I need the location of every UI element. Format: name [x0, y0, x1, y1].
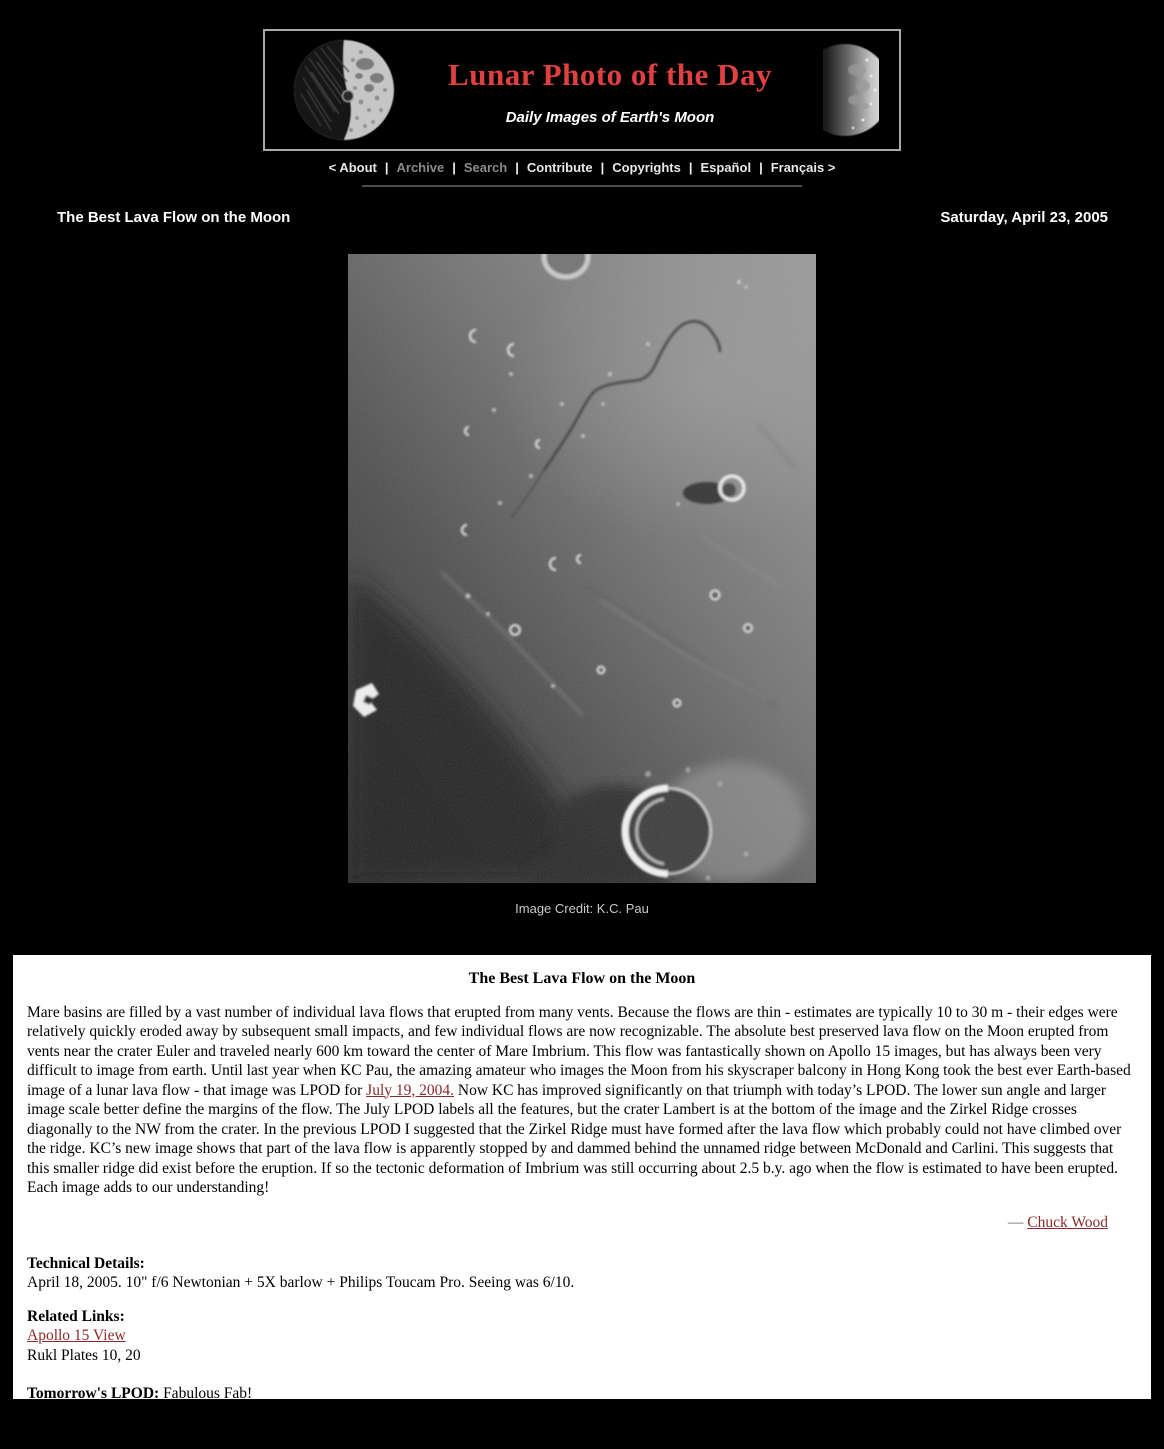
tomorrow-lpod-label: Tomorrow's LPOD: [27, 1385, 160, 1402]
technical-details-label: Technical Details: [27, 1254, 145, 1272]
apollo-15-view-link[interactable]: Apollo 15 View [27, 1327, 126, 1344]
article-paragraph [27, 1003, 1137, 1198]
nav-espanol[interactable]: Español [700, 160, 752, 175]
banner-text [397, 55, 823, 126]
rukl-plates-text: Rukl Plates 10, 20 [27, 1346, 141, 1364]
nav-separator: | [759, 160, 763, 175]
july-19-2004-link[interactable]: July 19, 2004. [366, 1081, 455, 1099]
nav-copyrights[interactable]: Copyrights [612, 160, 681, 175]
technical-details-text: April 18, 2005. 10" f/6 Newtonian + 5X barlow + Philips Toucam Pro. Seeing was 6/10. [27, 1274, 575, 1291]
banner [263, 29, 901, 151]
nav-separator: | [515, 160, 519, 175]
nav-archive[interactable]: Archive [396, 160, 445, 175]
signature [27, 1213, 1108, 1233]
tomorrow-lpod-text: Fabulous Fab! [163, 1385, 253, 1402]
moon-photo-thumb-image [823, 40, 879, 140]
technical-details-section [27, 1254, 1137, 1293]
moon-drawing-image [291, 38, 397, 142]
nav-separator: | [600, 160, 605, 175]
lunar-photo [348, 254, 816, 883]
related-links-label: Related Links: [27, 1307, 125, 1325]
divider-rule [362, 185, 802, 187]
article-text-after-link: Now KC has improved significantly on that triumph with today’s LPOD. The lower sun angle and larger image scale better define the margins of the flow. The July LPOD labels all the features, but the crater Lambert is at the bottom of the image and the Zirkel Ridge crosses diagonally to the NW from the crater. In the previous LPOD I suggested that the Zirkel Ridge must have formed after the lava flow which probably could not have climbed over the ridge. KC’s new image shows that part of the lava flow is apparently stopped by and dammed behind the unnamed ridge between McDonald and Carlini. This suggests that this smaller ridge did exist before the eruption. If so the tectonic deformation of Imbrium was still occurring about 2.5 b.y. ago when the flow is estimated to have been erupted. Each image adds to our understanding! [27, 1081, 1122, 1196]
site-subtitle: Daily Images of Earth's Moon [505, 108, 715, 126]
signature-dash: — [1007, 1214, 1024, 1231]
nav-separator: | [688, 160, 693, 175]
image-credit: Image Credit: K.C. Pau [515, 901, 649, 916]
related-links-section [27, 1307, 1137, 1366]
main-navigation [0, 160, 1164, 175]
nav-separator: | [452, 160, 456, 175]
nav-search[interactable]: Search [463, 160, 508, 175]
nav-francais[interactable]: Français > [770, 160, 836, 175]
nav-about[interactable]: < About [328, 160, 377, 175]
site-title: Lunar Photo of the Day [448, 56, 772, 92]
page-title: The Best Lava Flow on the Moon [57, 209, 291, 226]
page-date: Saturday, April 23, 2005 [940, 209, 1108, 226]
article-heading: The Best Lava Flow on the Moon [468, 970, 696, 987]
tomorrow-lpod-section [27, 1384, 1137, 1404]
article-box [13, 955, 1151, 1402]
article-text-before-link: Mare basins are filled by a vast number of individual lava flows that erupted from many vents. Because the flows are thin - estimates are typically 10 to 30 m - their edges were relatively quickly eroded away by subsequent small impacts, and few individual flows are now recognizable. The absolute best preserved lava flow on the Moon erupted from vents near the crater Euler and traveled nearly 600 km toward the center of Mare Imbrium. This flow was fantastically shown on Apollo 15 images, but has always been very difficult to image from earth. Until last year when KC Pau, the amazing amateur who images the Moon from his skyscraper balcony in Hong Kong took the best ever Earth-based image of a lunar lava flow - that image was LPOD for [27, 1003, 1131, 1099]
nav-separator: | [384, 160, 389, 175]
nav-contribute[interactable]: Contribute [526, 160, 593, 175]
chuck-wood-link[interactable]: Chuck Wood [1027, 1214, 1108, 1231]
